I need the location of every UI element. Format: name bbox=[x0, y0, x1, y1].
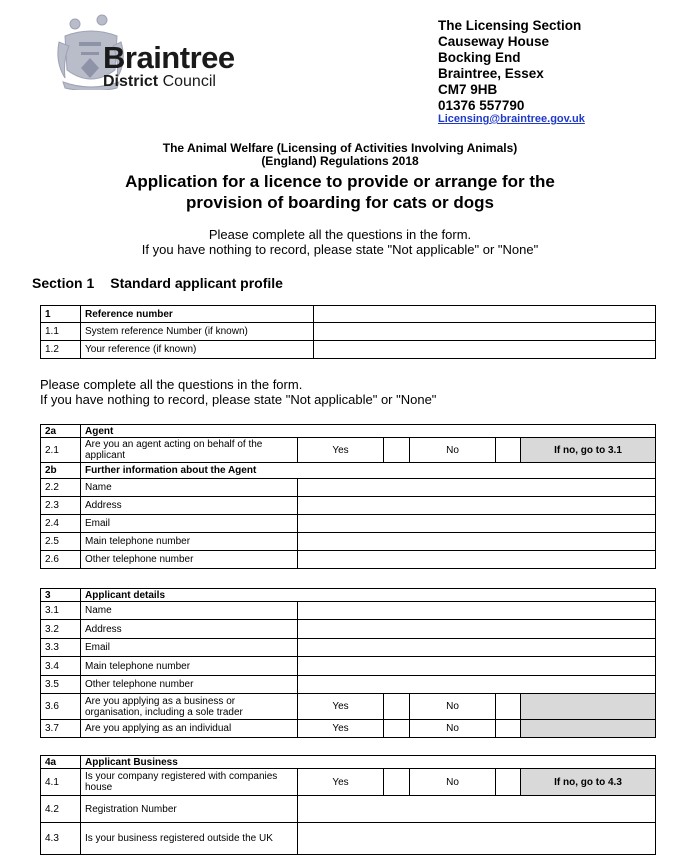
field-label: Email bbox=[81, 515, 298, 533]
field-label: Other telephone number bbox=[81, 551, 298, 569]
yes-label: Yes bbox=[298, 769, 384, 796]
field-label: Main telephone number bbox=[81, 657, 298, 676]
answer-cell[interactable] bbox=[298, 602, 656, 620]
section-header: Agent bbox=[81, 425, 656, 438]
answer-cell[interactable] bbox=[298, 515, 656, 533]
row-number: 4.2 bbox=[41, 796, 81, 823]
no-label: No bbox=[410, 694, 496, 720]
field-label: Email bbox=[81, 639, 298, 657]
section-header: Further information about the Agent bbox=[81, 463, 656, 479]
email-link[interactable]: Licensing@braintree.gov.uk bbox=[438, 113, 585, 125]
field-label: System reference Number (if known) bbox=[81, 323, 314, 341]
row-number: 2b bbox=[41, 463, 81, 479]
row-number: 2.1 bbox=[41, 438, 81, 463]
logo-subtitle: District Council bbox=[103, 73, 216, 90]
field-label: Address bbox=[81, 620, 298, 639]
answer-cell[interactable] bbox=[298, 620, 656, 639]
answer-cell[interactable] bbox=[298, 551, 656, 569]
row-number: 2.3 bbox=[41, 497, 81, 515]
row-number: 3.5 bbox=[41, 676, 81, 694]
reference-table bbox=[40, 305, 656, 359]
no-checkbox[interactable] bbox=[496, 694, 521, 720]
yes-checkbox[interactable] bbox=[384, 694, 410, 720]
address-phone: 01376 557790 bbox=[438, 98, 525, 113]
field-label: Registration Number bbox=[81, 796, 298, 823]
answer-cell[interactable] bbox=[314, 306, 656, 323]
row-number: 1.1 bbox=[41, 323, 81, 341]
agent-table bbox=[40, 424, 656, 569]
row-number: 2.5 bbox=[41, 533, 81, 551]
answer-cell[interactable] bbox=[298, 479, 656, 497]
answer-cell[interactable] bbox=[298, 796, 656, 823]
applicant-business-table bbox=[40, 755, 656, 855]
yes-label: Yes bbox=[298, 720, 384, 738]
row-number: 3.1 bbox=[41, 602, 81, 620]
instruction-text: If you have nothing to record, please state "Not applicable" or "None" bbox=[141, 242, 539, 257]
regulations-line: (England) Regulations 2018 bbox=[261, 154, 419, 168]
yes-label: Yes bbox=[298, 694, 384, 720]
answer-cell[interactable] bbox=[314, 341, 656, 359]
yes-label: Yes bbox=[298, 438, 384, 463]
answer-cell[interactable] bbox=[298, 497, 656, 515]
instruction-text: Please complete all the questions in the form. bbox=[208, 227, 472, 242]
logo-wordmark: Braintree bbox=[103, 40, 235, 75]
answer-cell[interactable] bbox=[298, 676, 656, 694]
shaded-cell bbox=[521, 720, 656, 738]
no-label: No bbox=[410, 769, 496, 796]
row-number: 3.7 bbox=[41, 720, 81, 738]
row-number: 3.2 bbox=[41, 620, 81, 639]
answer-cell[interactable] bbox=[298, 533, 656, 551]
address-line: Bocking End bbox=[438, 50, 521, 65]
no-checkbox[interactable] bbox=[496, 769, 521, 796]
field-label: Address bbox=[81, 497, 298, 515]
row-number: 2.2 bbox=[41, 479, 81, 497]
field-label: Is your company registered with companies house bbox=[81, 769, 298, 796]
shaded-cell bbox=[521, 694, 656, 720]
field-label: Are you applying as a business or organisation, including a sole trader bbox=[81, 694, 298, 720]
yes-checkbox[interactable] bbox=[384, 769, 410, 796]
field-label: Main telephone number bbox=[81, 533, 298, 551]
field-label: Name bbox=[81, 602, 298, 620]
goto-instruction: If no, go to 4.3 bbox=[521, 769, 656, 796]
section-header: Reference number bbox=[81, 306, 314, 323]
field-label: Are you applying as an individual bbox=[81, 720, 298, 738]
field-label: Other telephone number bbox=[81, 676, 298, 694]
section-header: Applicant Business bbox=[81, 756, 656, 769]
row-number: 4a bbox=[41, 756, 81, 769]
row-number: 2a bbox=[41, 425, 81, 438]
instruction-text: If you have nothing to record, please state "Not applicable" or "None" bbox=[40, 392, 437, 407]
field-label: Name bbox=[81, 479, 298, 497]
row-number: 2.4 bbox=[41, 515, 81, 533]
address-line: CM7 9HB bbox=[438, 82, 498, 97]
section-heading: Section 1 Standard applicant profile bbox=[32, 275, 283, 291]
row-number: 1.2 bbox=[41, 341, 81, 359]
no-checkbox[interactable] bbox=[496, 720, 521, 738]
yes-checkbox[interactable] bbox=[384, 438, 410, 463]
regulations-line: The Animal Welfare (Licensing of Activities Involving Animals) bbox=[162, 141, 518, 155]
no-checkbox[interactable] bbox=[496, 438, 521, 463]
address-line: Causeway House bbox=[438, 34, 550, 49]
row-number: 3 bbox=[41, 589, 81, 602]
row-number: 3.3 bbox=[41, 639, 81, 657]
page-title: provision of boarding for cats or dogs bbox=[186, 193, 494, 212]
answer-cell[interactable] bbox=[314, 323, 656, 341]
answer-cell[interactable] bbox=[298, 823, 656, 855]
row-number: 3.6 bbox=[41, 694, 81, 720]
answer-cell[interactable] bbox=[298, 657, 656, 676]
no-label: No bbox=[410, 438, 496, 463]
yes-checkbox[interactable] bbox=[384, 720, 410, 738]
field-label: Your reference (if known) bbox=[81, 341, 314, 359]
answer-cell[interactable] bbox=[298, 639, 656, 657]
section-header: Applicant details bbox=[81, 589, 656, 602]
row-number: 3.4 bbox=[41, 657, 81, 676]
no-label: No bbox=[410, 720, 496, 738]
row-number: 4.3 bbox=[41, 823, 81, 855]
address-line: Braintree, Essex bbox=[438, 66, 544, 81]
field-label: Is your business registered outside the UK bbox=[81, 823, 298, 855]
applicant-details-table bbox=[40, 588, 656, 738]
row-number: 1 bbox=[41, 306, 81, 323]
address-line: The Licensing Section bbox=[438, 18, 582, 33]
field-label: Are you an agent acting on behalf of the applicant bbox=[81, 438, 298, 463]
row-number: 2.6 bbox=[41, 551, 81, 569]
instruction-text: Please complete all the questions in the form. bbox=[40, 377, 303, 392]
page-title: Application for a licence to provide or arrange for the bbox=[125, 172, 555, 191]
goto-instruction: If no, go to 3.1 bbox=[521, 438, 656, 463]
row-number: 4.1 bbox=[41, 769, 81, 796]
